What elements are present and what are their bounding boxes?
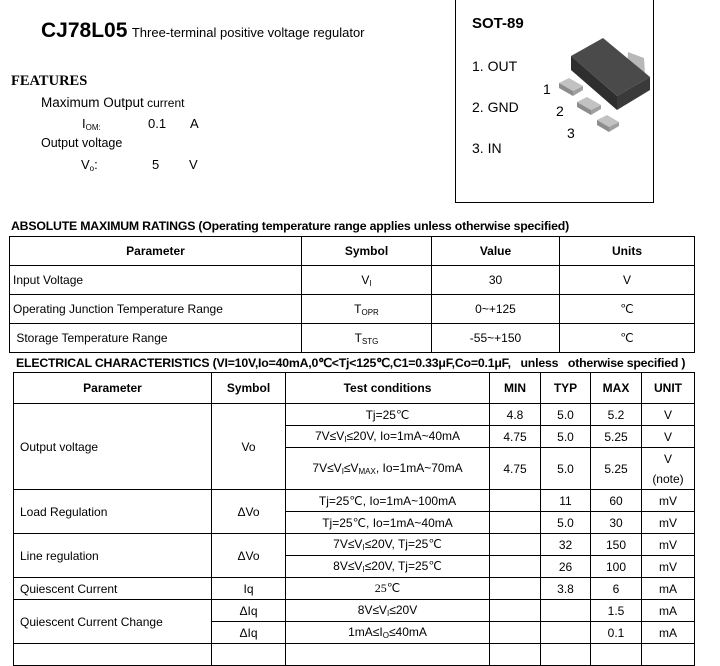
parameter-cell: Load Regulation bbox=[14, 490, 212, 534]
condition-cell: Tj=25℃ bbox=[286, 404, 490, 426]
parameter-cell: Output voltage bbox=[14, 404, 212, 490]
unit-cell: V bbox=[560, 266, 695, 295]
col-symbol: Symbol bbox=[212, 373, 286, 404]
col-test-conditions: Test conditions bbox=[286, 373, 490, 404]
unit-cell: mV bbox=[642, 556, 695, 578]
table-row bbox=[14, 600, 695, 622]
abs-max-header-row bbox=[10, 237, 695, 266]
part-number: CJ78L05 bbox=[41, 19, 128, 42]
min-cell: 4.8 bbox=[490, 404, 541, 426]
document-title bbox=[41, 19, 365, 43]
condition-cell: 25℃ bbox=[286, 578, 490, 600]
col-parameter: Parameter bbox=[14, 373, 212, 404]
note-link[interactable]: (note) bbox=[652, 471, 684, 486]
table-row bbox=[14, 534, 695, 556]
table-row-partial bbox=[14, 644, 695, 666]
typ-cell: 5.0 bbox=[541, 448, 591, 490]
col-typ: TYP bbox=[541, 373, 591, 404]
typ-cell: 3.8 bbox=[541, 578, 591, 600]
pin-number-3: 3 bbox=[567, 125, 575, 140]
min-cell bbox=[490, 490, 541, 512]
feature-vo-value: 5 bbox=[152, 157, 160, 172]
elec-header-row bbox=[14, 373, 695, 404]
pin-3-label: 3. IN bbox=[472, 140, 502, 156]
symbol-cell: $T_{STG}$ bbox=[302, 324, 432, 353]
condition-cell: Tj=25℃, Io=1mA~40mA bbox=[286, 512, 490, 534]
max-cell: 100 bbox=[591, 556, 642, 578]
symbol-cell: ΔIq bbox=[212, 622, 286, 644]
parameter-cell: Line regulation bbox=[14, 534, 212, 578]
symbol-cell: $T_{OPR}$ bbox=[302, 295, 432, 324]
col-parameter: Parameter bbox=[10, 237, 302, 266]
pin-number-1: 1 bbox=[543, 81, 551, 97]
min-cell bbox=[490, 556, 541, 578]
feature-iom-unit: A bbox=[190, 116, 199, 131]
condition-cell: $8V\le V_I\le 20V$ bbox=[286, 600, 490, 622]
typ-cell: 5.0 bbox=[541, 404, 591, 426]
elec-char-title: ELECTRICAL CHARACTERISTICS (VI=10V,Io=40mA,0℃<Tj<125℃,C1=0.33μF,Co=0.1μF, unless otherwise specified ) bbox=[16, 356, 686, 370]
symbol-cell: ΔIq bbox=[212, 600, 286, 622]
max-cell: 5.25 bbox=[591, 448, 642, 490]
unit-cell: V (note) bbox=[642, 448, 695, 490]
part-description: Three-terminal positive voltage regulator bbox=[131, 25, 365, 40]
package-name: SOT-89 bbox=[472, 15, 524, 32]
unit-cell: ℃ bbox=[560, 295, 695, 324]
typ-cell bbox=[541, 600, 591, 622]
min-cell bbox=[490, 512, 541, 534]
unit-cell: mV bbox=[642, 512, 695, 534]
table-row bbox=[14, 404, 695, 426]
max-cell: 0.1 bbox=[591, 622, 642, 644]
abs-max-title: ABSOLUTE MAXIMUM RATINGS (Operating temperature range applies unless otherwise specified) bbox=[11, 219, 569, 233]
typ-cell: 26 bbox=[541, 556, 591, 578]
parameter-cell: Quiescent Current Change bbox=[14, 600, 212, 644]
abs-max-table bbox=[9, 236, 695, 353]
sot89-package-icon bbox=[531, 30, 651, 140]
symbol-cell: ΔVo bbox=[212, 490, 286, 534]
feature-vo-unit: V bbox=[189, 157, 198, 172]
max-cell: 1.5 bbox=[591, 600, 642, 622]
parameter-cell: Input Voltage bbox=[10, 266, 302, 295]
feature-max-current-label: Maximum Output current bbox=[41, 95, 185, 110]
unit-cell: mA bbox=[642, 578, 695, 600]
condition-cell: $7V\le V_I\le 20V$, Tj=25℃ bbox=[286, 534, 490, 556]
symbol-cell: ΔVo bbox=[212, 534, 286, 578]
max-cell: 150 bbox=[591, 534, 642, 556]
condition-cell: $8V\le V_I\le 20V$, Tj=25℃ bbox=[286, 556, 490, 578]
condition-cell: $1mA\le I_O\le 40mA$ bbox=[286, 622, 490, 644]
col-symbol: Symbol bbox=[302, 237, 432, 266]
typ-cell: 32 bbox=[541, 534, 591, 556]
parameter-cell: Operating Junction Temperature Range bbox=[10, 295, 302, 324]
col-units: Units bbox=[560, 237, 695, 266]
min-cell: 4.75 bbox=[490, 448, 541, 490]
parameter-cell: Quiescent Current bbox=[14, 578, 212, 600]
features-heading: FEATURES bbox=[11, 73, 88, 89]
table-row bbox=[14, 490, 695, 512]
unit-cell: V bbox=[642, 426, 695, 448]
typ-cell: 5.0 bbox=[541, 426, 591, 448]
table-row bbox=[10, 266, 695, 295]
max-cell: 5.2 bbox=[591, 404, 642, 426]
typ-cell: 5.0 bbox=[541, 512, 591, 534]
max-cell: 5.25 bbox=[591, 426, 642, 448]
col-min: MIN bbox=[490, 373, 541, 404]
table-row bbox=[10, 324, 695, 353]
col-value: Value bbox=[432, 237, 560, 266]
unit-cell: mA bbox=[642, 622, 695, 644]
min-cell: 4.75 bbox=[490, 426, 541, 448]
max-cell: 6 bbox=[591, 578, 642, 600]
max-cell: 30 bbox=[591, 512, 642, 534]
symbol-cell: Iq bbox=[212, 578, 286, 600]
symbol-cell: $V_I$ bbox=[302, 266, 432, 295]
feature-output-voltage-label: Output voltage bbox=[41, 136, 123, 150]
condition-cell: $7V\le V_I\le 20V$, Io=1mA~40mA bbox=[286, 426, 490, 448]
unit-cell: mA bbox=[642, 600, 695, 622]
unit-cell: mV bbox=[642, 534, 695, 556]
symbol-cell: Vo bbox=[212, 404, 286, 490]
unit-cell: V bbox=[642, 404, 695, 426]
col-max: MAX bbox=[591, 373, 642, 404]
col-unit: UNIT bbox=[642, 373, 695, 404]
unit-cell: mV bbox=[642, 490, 695, 512]
feature-iom-symbol: $I_{OM:}$ bbox=[82, 116, 101, 132]
table-row bbox=[14, 578, 695, 600]
elec-char-table bbox=[13, 372, 695, 666]
unit-cell: ℃ bbox=[560, 324, 695, 353]
value-cell: 0~+125 bbox=[432, 295, 560, 324]
pin-number-2: 2 bbox=[556, 103, 564, 119]
table-row bbox=[10, 295, 695, 324]
condition-cell: Tj=25℃, Io=1mA~100mA bbox=[286, 490, 490, 512]
typ-cell bbox=[541, 622, 591, 644]
min-cell bbox=[490, 600, 541, 622]
package-box bbox=[455, 0, 654, 203]
value-cell: 30 bbox=[432, 266, 560, 295]
min-cell bbox=[490, 622, 541, 644]
feature-vo-symbol: $V_o$: bbox=[81, 157, 98, 173]
parameter-cell: Storage Temperature Range bbox=[10, 324, 302, 353]
min-cell bbox=[490, 534, 541, 556]
max-cell: 60 bbox=[591, 490, 642, 512]
typ-cell: 11 bbox=[541, 490, 591, 512]
min-cell bbox=[490, 578, 541, 600]
value-cell: -55~+150 bbox=[432, 324, 560, 353]
pin-1-label: 1. OUT bbox=[472, 58, 518, 74]
condition-cell: $7V\le V_I\le V_{MAX}$, Io=1mA~70mA bbox=[286, 448, 490, 490]
pin-2-label: 2. GND bbox=[472, 99, 519, 115]
feature-iom-value: 0.1 bbox=[148, 116, 167, 131]
